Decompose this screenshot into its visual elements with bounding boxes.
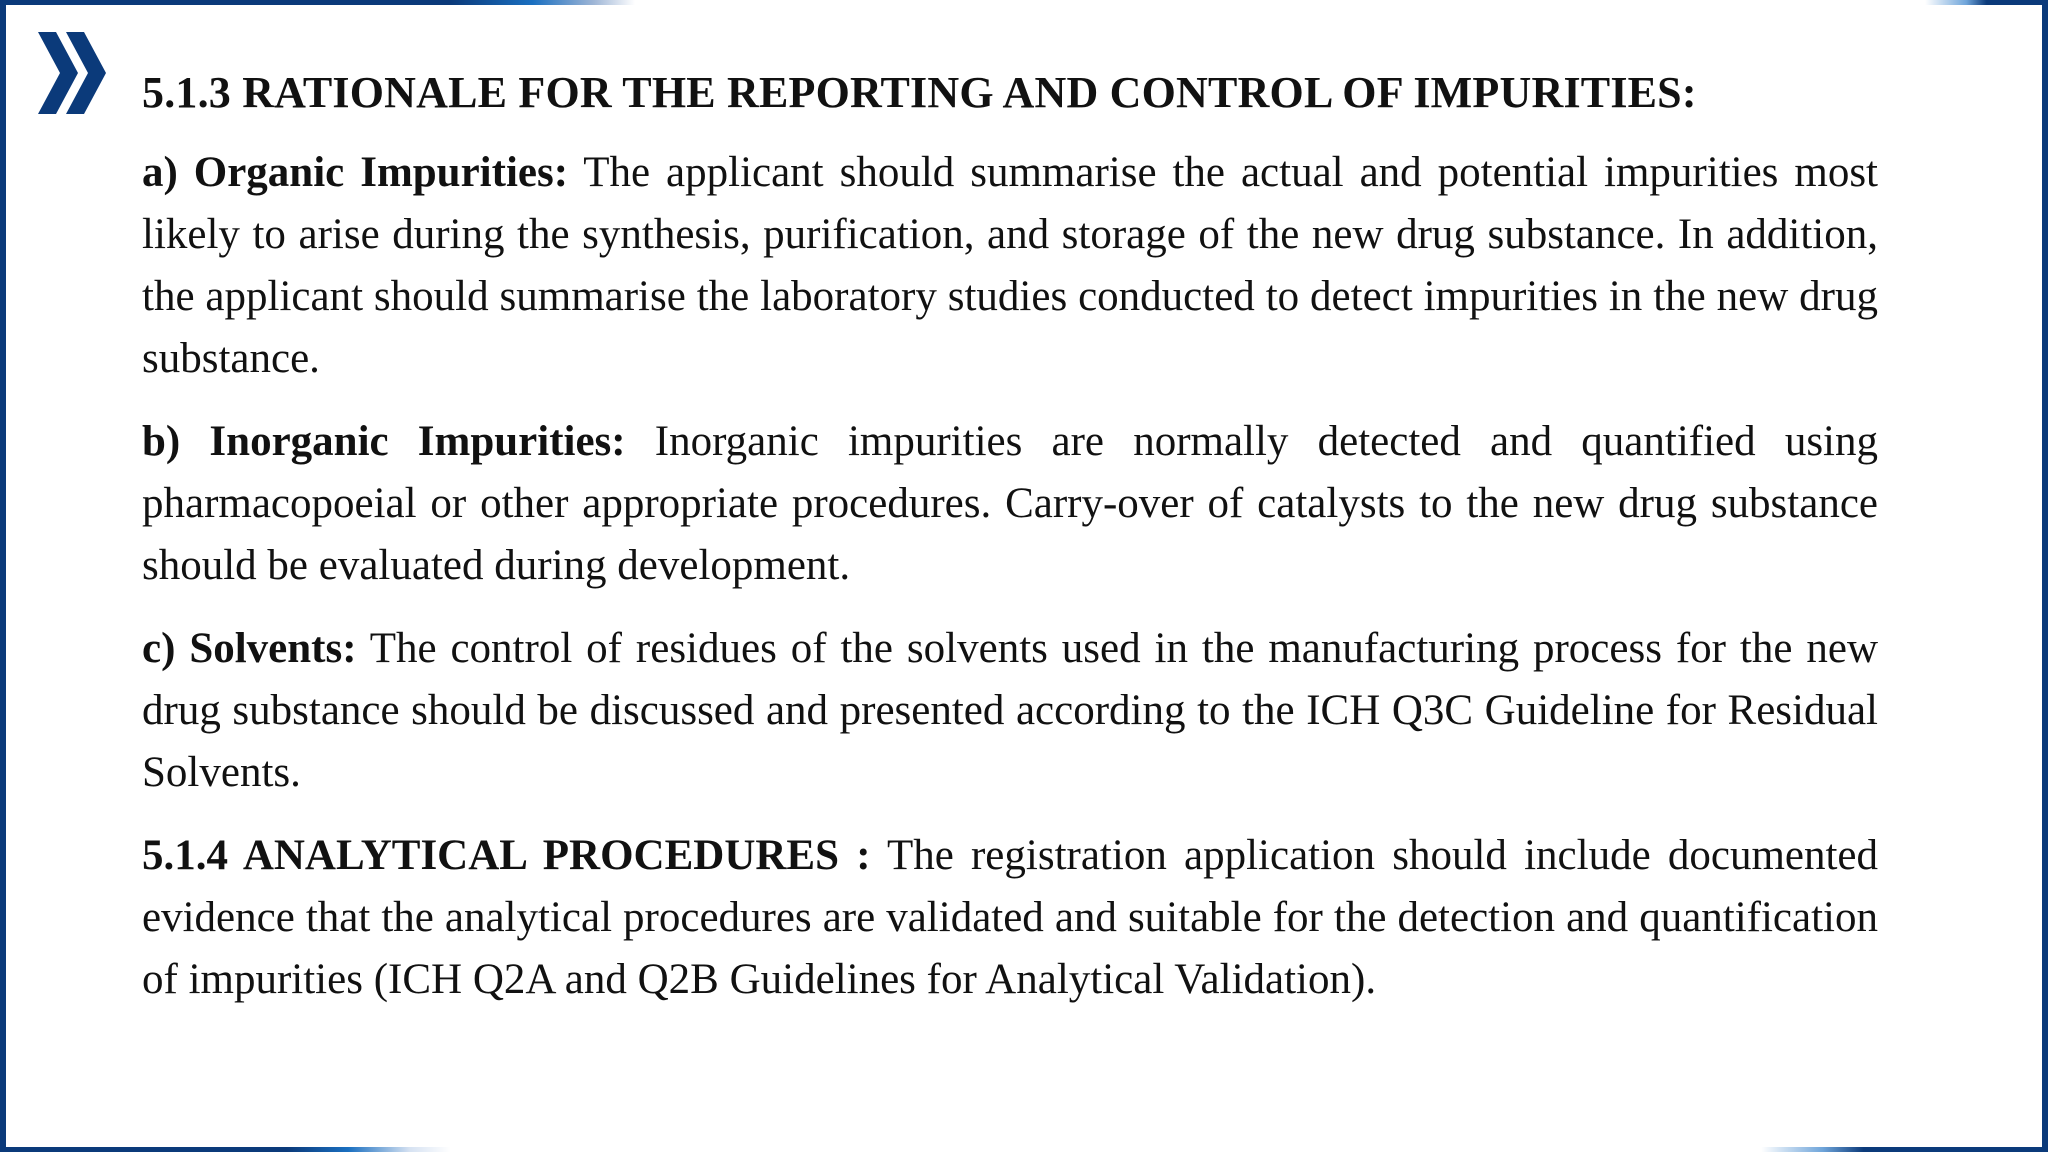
section-heading: 5.1.3 RATIONALE FOR THE REPORTING AND CONTROL OF IMPURITIES: [142, 68, 1697, 117]
slide-content [142, 62, 1878, 1011]
right-border [2042, 0, 2048, 1152]
solvents-paragraph [142, 618, 1878, 804]
paragraph-text: The control of residues of the solvents used in the manufacturing process for the new drug substance should be discussed and presented according to the ICH Q3C Guideline for Residual Solvents. [142, 625, 1878, 796]
organic-impurities-paragraph [142, 142, 1878, 390]
analytical-procedures-paragraph [142, 825, 1878, 1011]
paragraph-text: The registration application should include documented evidence that the analytical procedures are validated and suitable for the detection and quantification of impurities (ICH Q2A and Q2B Guidelines for Analytical Validation). [142, 832, 1879, 1003]
top-border [0, 0, 2048, 5]
left-border [0, 0, 6, 1152]
double-chevron-right-icon [38, 30, 116, 116]
paragraph-text: Inorganic impurities are normally detected and quantified using pharmacopoeial or other appropriate procedures. Carry-over of catalysts to the new drug substance should be evaluated during development. [142, 418, 1879, 589]
inorganic-impurities-paragraph [142, 411, 1878, 597]
paragraph-label: a) Organic Impurities: [142, 149, 569, 196]
paragraph-label: b) Inorganic Impurities: [142, 418, 626, 465]
paragraph-text: The applicant should summarise the actual and potential impurities most likely to arise during the synthesis, purification, and storage of the new drug substance. In addition, the applicant should summarise the laboratory studies conducted to detect impurities in the new drug substance. [142, 149, 1878, 382]
paragraph-label: 5.1.4 ANALYTICAL PROCEDURES : [142, 832, 871, 879]
paragraph-label: c) Solvents: [142, 625, 357, 672]
bottom-border [0, 1147, 2048, 1152]
